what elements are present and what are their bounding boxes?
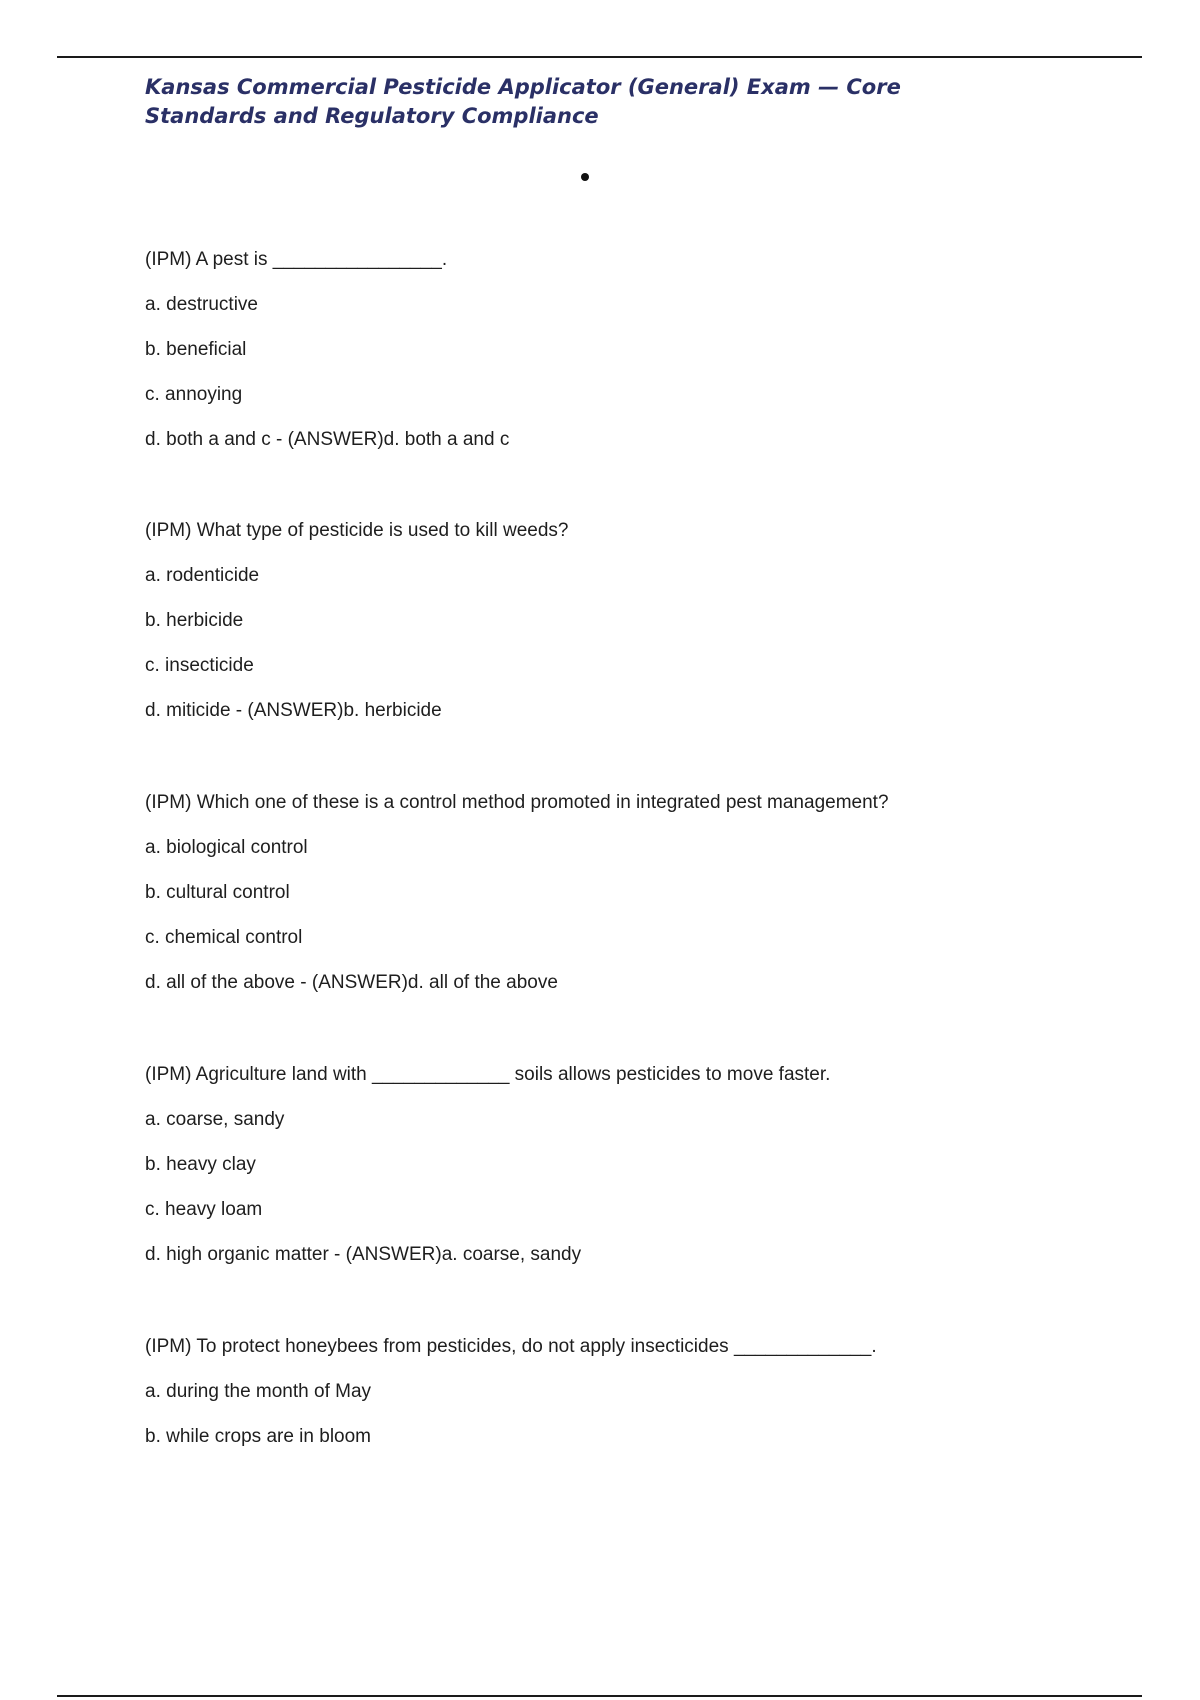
question-block: [145, 1335, 1145, 1449]
answer-option: c. insecticide: [145, 655, 254, 676]
question-text: (IPM) To protect honeybees from pesticides, do not apply insecticides _____________.: [145, 1336, 877, 1357]
answer-option: b. beneficial: [145, 339, 247, 360]
answer-option: c. chemical control: [145, 927, 303, 948]
question-text: (IPM) What type of pesticide is used to kill weeds?: [145, 520, 569, 541]
question-text: (IPM) Which one of these is a control method promoted in integrated pest management?: [145, 792, 889, 813]
answer-option: b. while crops are in bloom: [145, 1426, 371, 1447]
answer-option: b. cultural control: [145, 882, 290, 903]
answer-option: d. high organic matter - (ANSWER)a. coarse, sandy: [145, 1244, 582, 1265]
document-title: Kansas Commercial Pesticide Applicator (General) Exam — Core Standards and Regulatory Compliance: [145, 75, 901, 128]
answer-option: d. both a and c - (ANSWER)d. both a and c: [145, 429, 510, 450]
question-block: [145, 519, 1145, 723]
answer-option: a. rodenticide: [145, 565, 260, 586]
answer-option: a. destructive: [145, 294, 258, 315]
top-rule: [57, 56, 1142, 58]
question-block: [145, 248, 1145, 452]
answer-option: b. herbicide: [145, 610, 244, 631]
question-text: (IPM) A pest is ________________.: [145, 249, 448, 270]
answer-option: a. during the month of May: [145, 1381, 372, 1402]
answer-option: a. coarse, sandy: [145, 1109, 285, 1130]
question-text: (IPM) Agriculture land with _____________ soils allows pesticides to move faster.: [145, 1064, 831, 1085]
question-block: [145, 791, 1145, 995]
bullet-point: [581, 173, 589, 181]
answer-option: d. all of the above - (ANSWER)d. all of the above: [145, 972, 558, 993]
bottom-rule: [57, 1695, 1142, 1697]
answer-option: b. heavy clay: [145, 1154, 256, 1175]
question-block: [145, 1063, 1145, 1267]
answer-option: d. miticide - (ANSWER)b. herbicide: [145, 700, 442, 721]
answer-option: c. annoying: [145, 384, 243, 405]
answer-option: a. biological control: [145, 837, 308, 858]
answer-option: c. heavy loam: [145, 1199, 263, 1220]
